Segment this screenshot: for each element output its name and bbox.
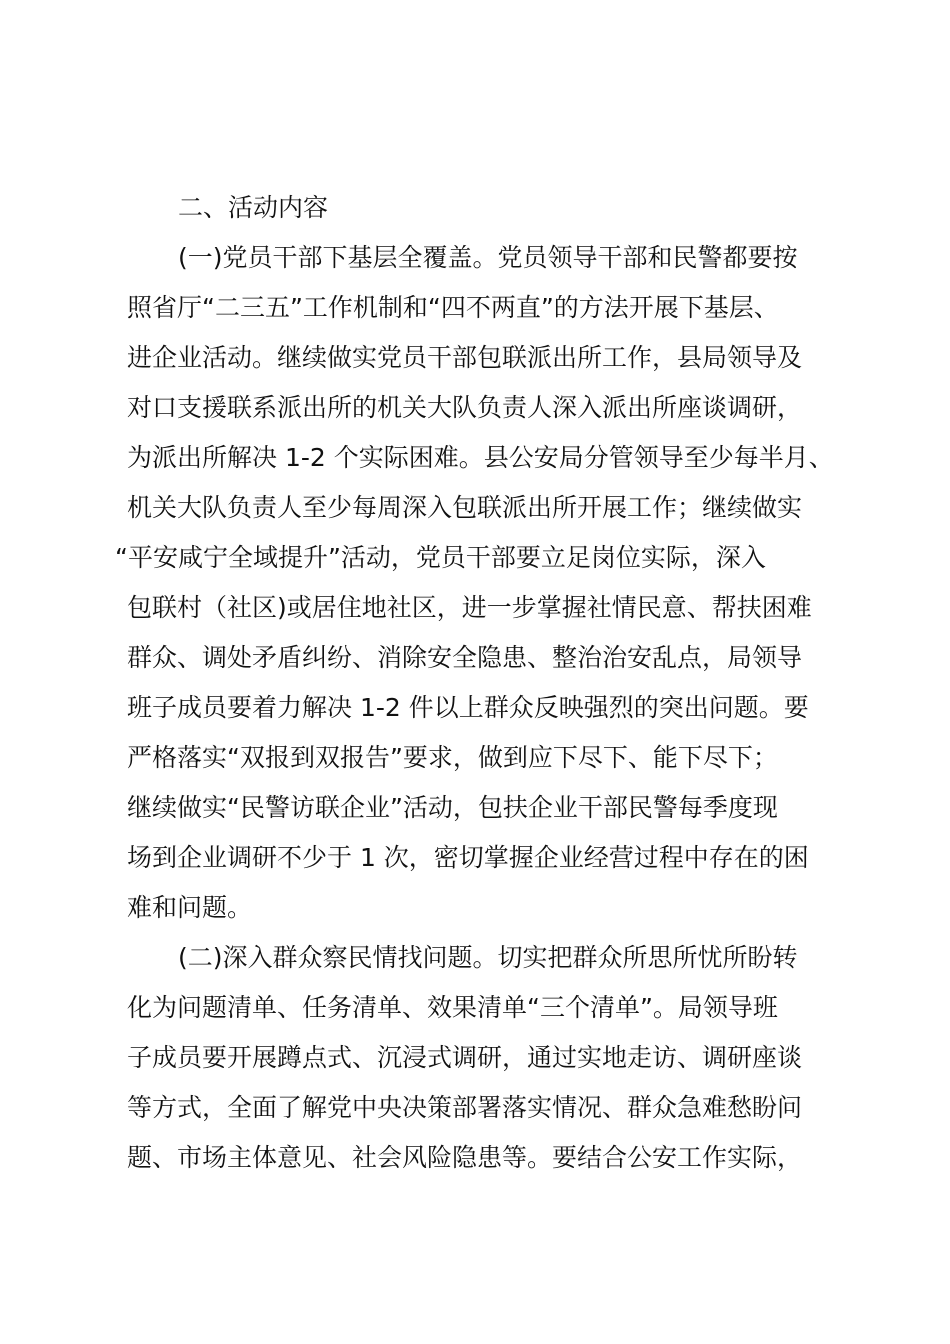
paragraph-1-line: 班子成员要着力解决 1-2 件以上群众反映强烈的突出问题。要: [127, 693, 809, 722]
paragraph-2-line: (二)深入群众察民情找问题。切实把群众所思所忧所盼转: [178, 943, 798, 972]
paragraph-1-line: 群众、调处矛盾纠纷、消除安全隐患、整治治安乱点，局领导: [127, 643, 803, 672]
paragraph-2-line: 题、市场主体意见、社会风险隐患等。要结合公安工作实际，: [127, 1143, 803, 1172]
section-heading: 二、活动内容: [178, 193, 329, 222]
paragraph-1-line: 严格落实“双报到双报告”要求，做到应下尽下、能下尽下；: [127, 743, 778, 772]
paragraph-2-line: 化为问题清单、任务清单、效果清单“三个清单”。局领导班: [127, 993, 778, 1022]
paragraph-1-line: 场到企业调研不少于 1 次，密切掌握企业经营过程中存在的困: [127, 843, 809, 872]
paragraph-1-line: 机关大队负责人至少每周深入包联派出所开展工作；继续做实: [127, 493, 803, 522]
paragraph-1-line: “平安咸宁全域提升”活动，党员干部要立足岗位实际，深入: [115, 543, 766, 572]
paragraph-1-line: 继续做实“民警访联企业”活动，包扶企业干部民警每季度现: [127, 793, 778, 822]
paragraph-1-line: 为派出所解决 1-2 个实际困难。县公安局分管领导至少每半月、: [127, 443, 834, 472]
paragraph-1-line: 难和问题。: [127, 893, 253, 922]
paragraph-1-line: 照省厅“二三五”工作机制和“四不两直”的方法开展下基层、: [127, 293, 779, 322]
paragraph-2-line: 子成员要开展蹲点式、沉浸式调研，通过实地走访、调研座谈: [127, 1043, 803, 1072]
paragraph-1-line: (一)党员干部下基层全覆盖。党员领导干部和民警都要按: [178, 243, 798, 272]
paragraph-1-line: 进企业活动。继续做实党员干部包联派出所工作，县局领导及: [127, 343, 803, 372]
paragraph-1-line: 包联村（社区)或居住地社区，进一步掌握社情民意、帮扶困难: [127, 593, 812, 622]
paragraph-2-line: 等方式，全面了解党中央决策部署落实情况、群众急难愁盼问: [127, 1093, 803, 1122]
paragraph-1-line: 对口支援联系派出所的机关大队负责人深入派出所座谈调研，: [127, 393, 803, 422]
